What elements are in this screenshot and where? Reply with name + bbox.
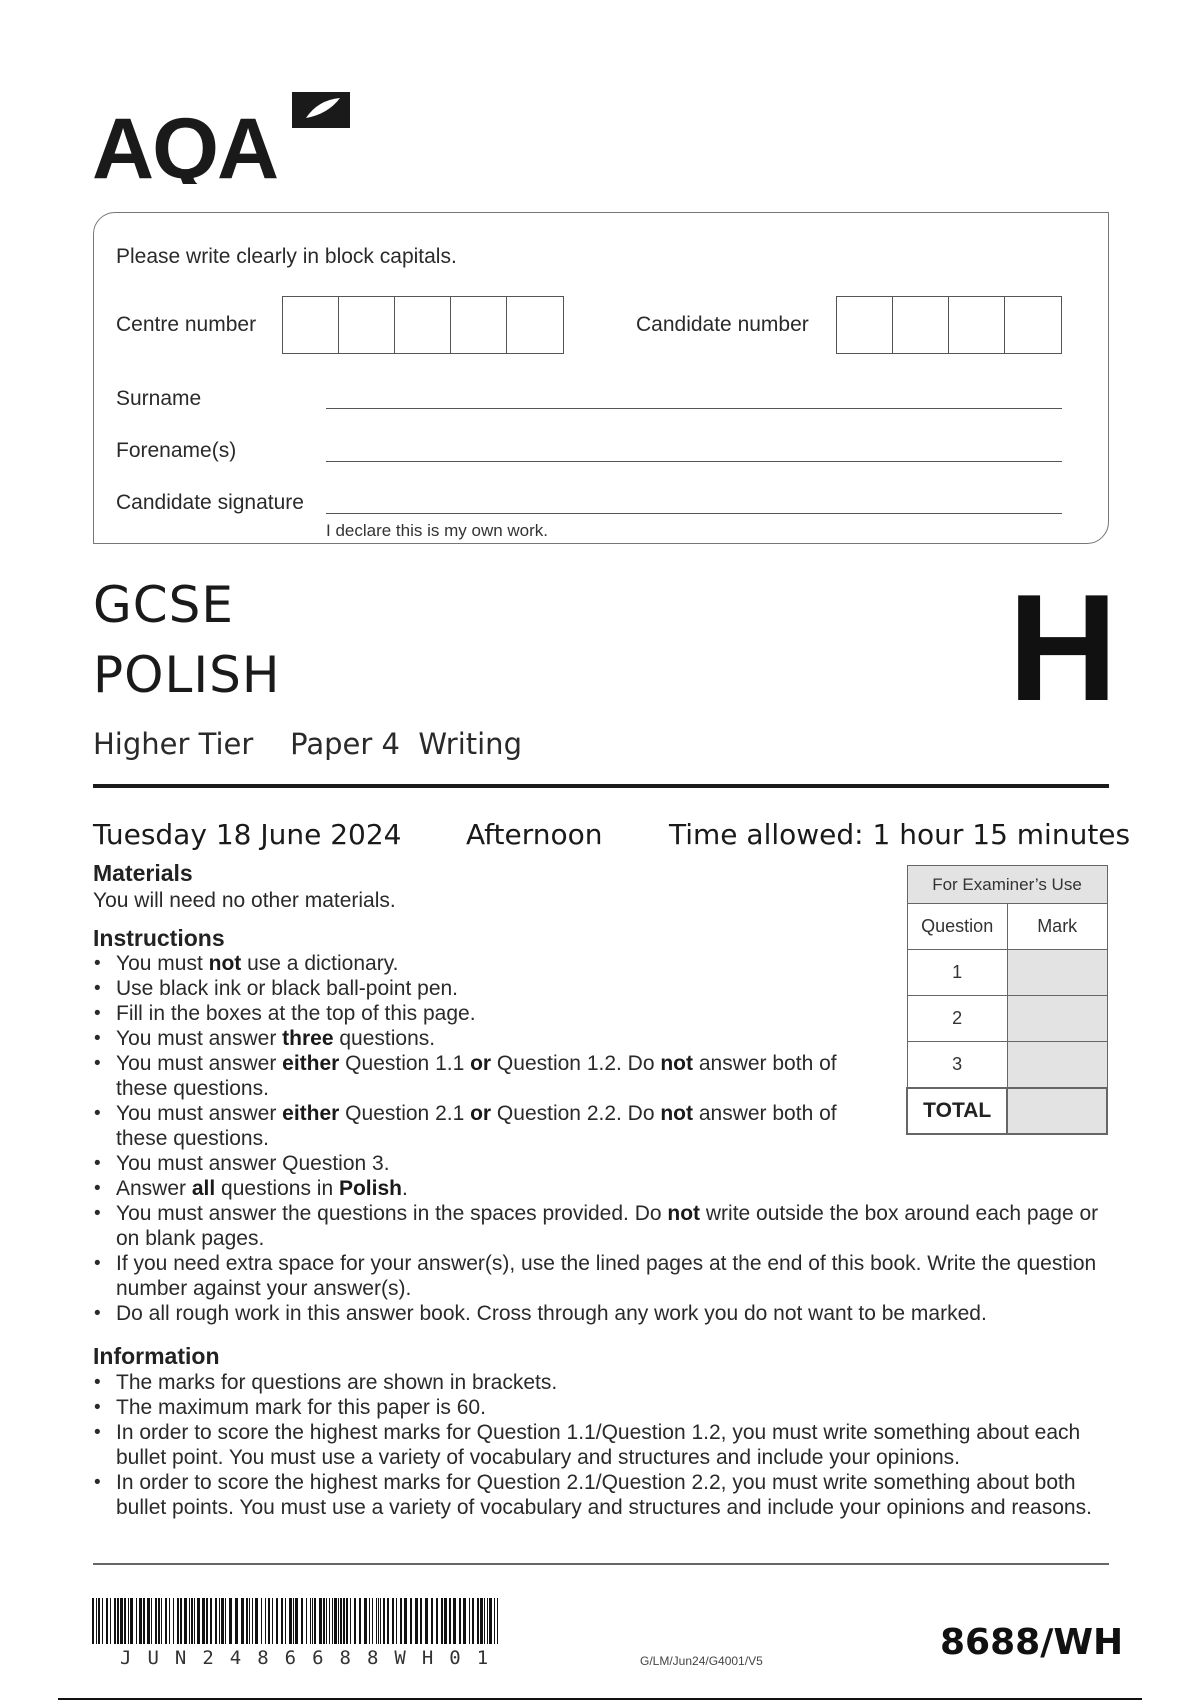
question-number: 2 bbox=[907, 996, 1007, 1042]
time-allowed: Time allowed: 1 hour 15 minutes bbox=[669, 818, 1131, 851]
barcode-bar bbox=[329, 1598, 330, 1644]
barcode-bar bbox=[136, 1598, 137, 1644]
barcode-bar bbox=[293, 1598, 294, 1644]
qualification-title: GCSE bbox=[93, 576, 234, 634]
signature-label: Candidate signature bbox=[116, 491, 304, 514]
barcode-bar bbox=[301, 1598, 303, 1644]
exam-session: Afternoon bbox=[466, 818, 603, 851]
barcode-bar bbox=[489, 1598, 492, 1644]
barcode-bar bbox=[314, 1598, 316, 1644]
candidate-digit-box[interactable] bbox=[949, 297, 1005, 353]
instructions-list-wrapper bbox=[93, 951, 1109, 1326]
centre-digit-box[interactable] bbox=[339, 297, 395, 353]
candidate-digit-box[interactable] bbox=[1005, 297, 1061, 353]
list-item: • You must answer the questions in the spaces provided. Do not write outside the box around each page or on blank pages. bbox=[93, 1201, 1116, 1251]
barcode-bar bbox=[354, 1598, 356, 1644]
barcode-bar bbox=[383, 1598, 385, 1644]
mark-column-header: Mark bbox=[1007, 904, 1107, 950]
block-capitals-instruction: Please write clearly in block capitals. bbox=[116, 245, 457, 268]
barcode-bar bbox=[252, 1598, 253, 1644]
barcode-bar bbox=[169, 1598, 170, 1644]
barcode-bar bbox=[114, 1598, 116, 1644]
barcode-bar bbox=[453, 1598, 456, 1644]
barcode-bar bbox=[484, 1598, 485, 1644]
barcode-bar bbox=[151, 1598, 152, 1644]
barcode-bar bbox=[436, 1598, 438, 1644]
barcode-bar bbox=[444, 1598, 447, 1644]
title-divider bbox=[93, 784, 1109, 788]
barcode bbox=[92, 1598, 502, 1644]
barcode-bar bbox=[128, 1598, 129, 1644]
barcode-bar bbox=[332, 1598, 333, 1644]
barcode-bar bbox=[469, 1598, 470, 1644]
information-list-wrapper bbox=[93, 1370, 1093, 1520]
examiner-table-header: For Examiner’s Use bbox=[907, 866, 1107, 904]
candidate-number-label: Candidate number bbox=[636, 313, 809, 336]
barcode-bar bbox=[340, 1598, 342, 1644]
barcode-bar bbox=[106, 1598, 108, 1644]
barcode-bar bbox=[206, 1598, 208, 1644]
barcode-bar bbox=[184, 1598, 187, 1644]
question-column-header: Question bbox=[907, 904, 1007, 950]
barcode-bar bbox=[319, 1598, 322, 1644]
list-item: • You must not use a dictionary. bbox=[93, 951, 1109, 976]
barcode-bar bbox=[276, 1598, 278, 1644]
list-item: • The marks for questions are shown in brackets. bbox=[93, 1370, 1093, 1395]
barcode-bar bbox=[215, 1598, 217, 1644]
centre-digit-box[interactable] bbox=[395, 297, 451, 353]
barcode-bar bbox=[338, 1598, 339, 1644]
list-item: • In order to score the highest marks for Question 1.1/Question 1.2, you must write something about each bullet point. You must use a variety of vocabulary and structures and include your opinions. bbox=[93, 1420, 1093, 1470]
barcode-bar bbox=[289, 1598, 292, 1644]
barcode-bar bbox=[487, 1598, 488, 1644]
barcode-bars bbox=[92, 1598, 502, 1644]
barcode-bar bbox=[431, 1598, 433, 1644]
barcode-bar bbox=[219, 1598, 220, 1644]
barcode-bar bbox=[410, 1598, 412, 1644]
information-heading: Information bbox=[93, 1343, 220, 1369]
list-item: • You must answer Question 3. bbox=[93, 1151, 1109, 1176]
barcode-bar bbox=[261, 1598, 262, 1644]
footer-divider bbox=[93, 1563, 1109, 1565]
candidate-details-box bbox=[93, 212, 1109, 544]
barcode-bar bbox=[497, 1598, 498, 1644]
barcode-bar bbox=[229, 1598, 232, 1644]
instructions-heading: Instructions bbox=[93, 925, 225, 951]
barcode-bar bbox=[235, 1598, 238, 1644]
barcode-bar bbox=[189, 1598, 190, 1644]
forename-label: Forename(s) bbox=[116, 439, 237, 462]
barcode-bar bbox=[472, 1598, 474, 1644]
signature-line[interactable] bbox=[326, 513, 1062, 514]
centre-digit-box[interactable] bbox=[507, 297, 563, 353]
tier-letter: H bbox=[1008, 563, 1118, 733]
barcode-bar bbox=[143, 1598, 145, 1644]
barcode-bar bbox=[477, 1598, 479, 1644]
svg-text:AQA: AQA bbox=[92, 101, 278, 184]
list-item: • Fill in the boxes at the top of this page. bbox=[93, 1001, 1109, 1026]
barcode-bar bbox=[241, 1598, 244, 1644]
barcode-bar bbox=[281, 1598, 283, 1644]
barcode-bar bbox=[124, 1598, 126, 1644]
paper-number: Paper 4 bbox=[290, 727, 400, 761]
barcode-bar bbox=[210, 1598, 212, 1644]
barcode-bar bbox=[117, 1598, 119, 1644]
barcode-bar bbox=[441, 1598, 443, 1644]
barcode-bar bbox=[177, 1598, 179, 1644]
barcode-bar bbox=[376, 1598, 377, 1644]
materials-heading: Materials bbox=[93, 860, 193, 886]
centre-digit-box[interactable] bbox=[451, 297, 507, 353]
barcode-bar bbox=[147, 1598, 150, 1644]
barcode-bar bbox=[392, 1598, 394, 1644]
barcode-bar bbox=[387, 1598, 389, 1644]
list-item: • You must answer either Question 2.1 or Question 2.2. Do not answer both of these questions. bbox=[93, 1101, 876, 1151]
barcode-bar bbox=[191, 1598, 193, 1644]
surname-line[interactable] bbox=[326, 408, 1062, 409]
barcode-bar bbox=[404, 1598, 407, 1644]
total-label: TOTAL bbox=[907, 1088, 1007, 1134]
component-text: Writing bbox=[418, 727, 522, 761]
barcode-bar bbox=[415, 1598, 418, 1644]
declaration-text: I declare this is my own work. bbox=[326, 521, 549, 540]
barcode-bar bbox=[255, 1598, 258, 1644]
barcode-bar bbox=[225, 1598, 226, 1644]
list-item: • Answer all questions in Polish. bbox=[93, 1176, 1109, 1201]
barcode-bar bbox=[343, 1598, 345, 1644]
barcode-bar bbox=[120, 1598, 123, 1644]
barcode-bar bbox=[295, 1598, 298, 1644]
barcode-bar bbox=[194, 1598, 195, 1644]
barcode-bar bbox=[272, 1598, 273, 1644]
barcode-bar bbox=[350, 1598, 351, 1644]
barcode-bar bbox=[155, 1598, 157, 1644]
barcode-bar bbox=[326, 1598, 327, 1644]
barcode-bar bbox=[372, 1598, 373, 1644]
list-item: • If you need extra space for your answer(s), use the lined pages at the end of this book. Write the question number against your answer(s). bbox=[93, 1251, 1116, 1301]
barcode-bar bbox=[92, 1598, 94, 1644]
barcode-bar bbox=[268, 1598, 270, 1644]
barcode-bar bbox=[110, 1598, 111, 1644]
barcode-bar bbox=[310, 1598, 311, 1644]
barcode-bar bbox=[197, 1598, 200, 1644]
centre-number-label: Centre number bbox=[116, 313, 257, 336]
centre-digit-box[interactable] bbox=[283, 297, 339, 353]
list-item: • The maximum mark for this paper is 60. bbox=[93, 1395, 1093, 1420]
barcode-bar bbox=[306, 1598, 307, 1644]
paper-subtitle bbox=[93, 727, 522, 761]
barcode-bar bbox=[265, 1598, 266, 1644]
barcode-bar bbox=[96, 1598, 97, 1644]
barcode-bar bbox=[346, 1598, 348, 1644]
barcode-bar bbox=[246, 1598, 248, 1644]
surname-label: Surname bbox=[116, 387, 202, 410]
forename-line[interactable] bbox=[326, 461, 1062, 462]
question-number: 3 bbox=[907, 1042, 1007, 1088]
barcode-bar bbox=[480, 1598, 483, 1644]
barcode-text: JUN2486688WH01 bbox=[120, 1647, 505, 1669]
barcode-bar bbox=[285, 1598, 286, 1644]
barcode-bar bbox=[400, 1598, 402, 1644]
barcode-bar bbox=[378, 1598, 379, 1644]
barcode-bar bbox=[98, 1598, 100, 1644]
barcode-bar bbox=[173, 1598, 174, 1644]
paper-code: 8688/WH bbox=[940, 1622, 1124, 1663]
candidate-digit-box[interactable] bbox=[837, 297, 893, 353]
barcode-bar bbox=[449, 1598, 451, 1644]
barcode-bar bbox=[459, 1598, 461, 1644]
barcode-bar bbox=[221, 1598, 224, 1644]
barcode-bar bbox=[180, 1598, 182, 1644]
barcode-bar bbox=[494, 1598, 495, 1644]
barcode-bar bbox=[425, 1598, 428, 1644]
barcode-bar bbox=[420, 1598, 422, 1644]
barcode-bar bbox=[130, 1598, 133, 1644]
barcode-bar bbox=[312, 1598, 313, 1644]
subject-title: POLISH bbox=[93, 646, 281, 704]
aqa-logo bbox=[92, 88, 362, 184]
barcode-bar bbox=[202, 1598, 205, 1644]
barcode-bar bbox=[359, 1598, 361, 1644]
list-item: • You must answer three questions. bbox=[93, 1026, 1109, 1051]
barcode-bar bbox=[102, 1598, 103, 1644]
barcode-bar bbox=[334, 1598, 337, 1644]
list-item: • You must answer either Question 1.1 or Question 1.2. Do not answer both of these questions. bbox=[93, 1051, 876, 1101]
candidate-digit-box[interactable] bbox=[893, 297, 949, 353]
barcode-bar bbox=[165, 1598, 167, 1644]
instructions-list bbox=[93, 951, 1109, 1326]
barcode-bar bbox=[396, 1598, 397, 1644]
barcode-bar bbox=[249, 1598, 250, 1644]
barcode-bar bbox=[369, 1598, 370, 1644]
barcode-bar bbox=[139, 1598, 142, 1644]
list-item: • Use black ink or black ball-point pen. bbox=[93, 976, 1109, 1001]
document-reference: G/LM/Jun24/G4001/V5 bbox=[640, 1654, 763, 1668]
information-list bbox=[93, 1370, 1093, 1520]
list-item: • In order to score the highest marks for Question 2.1/Question 2.2, you must write something about both bullet points. You must use a variety of vocabulary and structures and include your opinions and reasons. bbox=[93, 1470, 1093, 1520]
list-item: • Do all rough work in this answer book. Cross through any work you do not want to be marked. bbox=[93, 1301, 1109, 1326]
barcode-bar bbox=[161, 1598, 162, 1644]
barcode-bar bbox=[380, 1598, 381, 1644]
barcode-bar bbox=[364, 1598, 367, 1644]
barcode-bar bbox=[463, 1598, 466, 1644]
exam-date: Tuesday 18 June 2024 bbox=[93, 818, 402, 851]
materials-text: You will need no other materials. bbox=[93, 889, 396, 912]
barcode-bar bbox=[158, 1598, 160, 1644]
centre-number-boxes[interactable] bbox=[282, 296, 564, 354]
barcode-bar bbox=[323, 1598, 325, 1644]
candidate-number-boxes[interactable] bbox=[836, 296, 1062, 354]
question-number: 1 bbox=[907, 950, 1007, 996]
tier-text: Higher Tier bbox=[93, 727, 254, 761]
